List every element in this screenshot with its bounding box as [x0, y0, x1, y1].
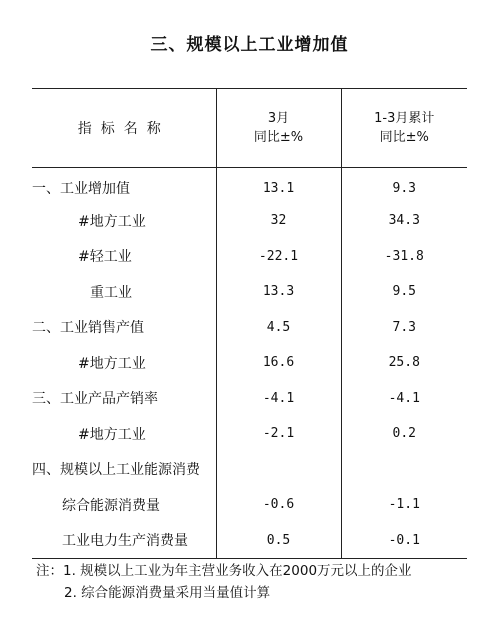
row-q1-value: 34.3 — [388, 213, 420, 229]
table-row — [32, 310, 467, 346]
row-name: 四、规模以上工业能源消费 — [32, 462, 200, 479]
row-q1-value: -4.1 — [388, 390, 420, 406]
header-march-unit: 同比±% — [253, 130, 304, 145]
footnotes — [36, 560, 412, 604]
table-row — [32, 523, 467, 559]
row-march-value: 13.3 — [216, 274, 341, 310]
row-q1-value: -31.8 — [384, 248, 424, 264]
footnote-1: 注：1. 规模以上工业为年主营业务收入在2000万元以上的企业 — [36, 563, 412, 579]
row-q1-value: -0.1 — [341, 523, 467, 559]
header-q1-cumulative-yoy — [341, 89, 467, 168]
row-name: 综合能源消费量 — [62, 497, 160, 514]
row-march-value: -0.6 — [216, 487, 341, 523]
row-q1-value: 9.5 — [392, 284, 416, 300]
table-row — [32, 452, 467, 488]
header-march-label: 3月 — [267, 111, 290, 126]
table-row — [32, 168, 467, 204]
header-indicator-name: 指标名称 — [32, 89, 216, 168]
table-row — [32, 416, 467, 452]
row-name: 重工业 — [90, 284, 132, 301]
table-row — [32, 345, 467, 381]
row-march-value: -4.1 — [216, 381, 341, 417]
row-q1-value: 0.2 — [392, 426, 416, 442]
row-name: 三、工业产品产销率 — [32, 391, 158, 408]
row-name: 一、工业增加值 — [32, 181, 130, 197]
row-march-value: 16.6 — [216, 345, 341, 381]
table-row — [32, 239, 467, 275]
row-q1-value: -1.1 — [388, 497, 420, 513]
table-row — [32, 274, 467, 310]
row-march-value: -22.1 — [216, 239, 341, 275]
row-name: 工业电力生产消费量 — [32, 523, 216, 559]
statistics-table — [32, 88, 467, 559]
row-march-value: 4.5 — [216, 310, 341, 346]
row-q1-value: 9.3 — [392, 180, 416, 196]
footnote-2: 2. 综合能源消费量采用当量值计算 — [64, 585, 271, 601]
row-name: #地方工业 — [78, 426, 146, 443]
row-name: #地方工业 — [78, 355, 146, 372]
row-march-value: 13.1 — [216, 168, 341, 204]
row-name: 二、工业销售产值 — [32, 320, 144, 337]
row-name: #地方工业 — [78, 213, 146, 230]
page-title: 三、规模以上工业增加值 — [150, 35, 349, 55]
table-row — [32, 203, 467, 239]
row-march-value — [216, 452, 341, 488]
row-q1-value: 7.3 — [392, 319, 416, 335]
table-row — [32, 487, 467, 523]
table-header-row — [32, 89, 467, 168]
row-march-value: 32 — [216, 203, 341, 239]
header-q1-unit: 同比±% — [379, 130, 429, 145]
row-q1-value: 25.8 — [388, 355, 420, 371]
row-name: #轻工业 — [78, 249, 132, 266]
header-march-yoy — [216, 89, 341, 168]
row-march-value: 0.5 — [216, 523, 341, 559]
header-q1-label: 1-3月累计 — [374, 111, 435, 126]
table-row — [32, 381, 467, 417]
row-march-value: -2.1 — [216, 416, 341, 452]
row-q1-value — [341, 452, 467, 488]
